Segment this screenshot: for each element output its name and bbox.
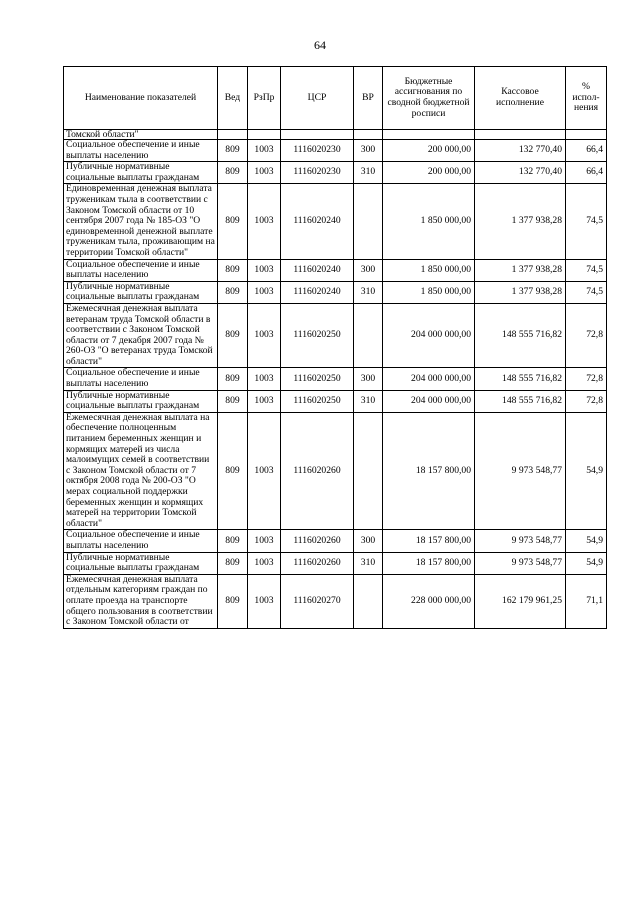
cell-rzpr: 1003 <box>248 281 281 303</box>
cell-budget: 18 157 800,00 <box>383 412 475 530</box>
cell-rzpr <box>248 130 281 140</box>
page-number: 64 <box>314 38 326 52</box>
cell-cash: 148 555 716,82 <box>475 390 566 412</box>
cell-name: Публичные нормативные социальные выплаты гражданам <box>64 281 218 303</box>
cell-rzpr: 1003 <box>248 530 281 552</box>
header-name: Наименование показателей <box>64 67 218 130</box>
cell-vr: 300 <box>354 368 383 390</box>
cell-ved: 809 <box>218 303 248 368</box>
cell-budget: 18 157 800,00 <box>383 530 475 552</box>
header-cash: Кассовое исполнение <box>475 67 566 130</box>
table-row <box>64 140 607 162</box>
cell-rzpr: 1003 <box>248 368 281 390</box>
table-row <box>64 390 607 412</box>
cell-cash <box>475 130 566 140</box>
cell-rzpr: 1003 <box>248 552 281 574</box>
cell-vr <box>354 412 383 530</box>
cell-pct: 66,4 <box>566 140 607 162</box>
cell-rzpr: 1003 <box>248 259 281 281</box>
cell-ved: 809 <box>218 184 248 259</box>
cell-pct: 72,8 <box>566 303 607 368</box>
cell-budget: 200 000,00 <box>383 162 475 184</box>
cell-ved: 809 <box>218 368 248 390</box>
cell-csr: 1116020250 <box>281 303 354 368</box>
cell-pct: 72,8 <box>566 368 607 390</box>
budget-table <box>63 66 607 629</box>
cell-pct: 54,9 <box>566 412 607 530</box>
cell-pct: 74,5 <box>566 259 607 281</box>
cell-budget: 1 850 000,00 <box>383 184 475 259</box>
cell-ved <box>218 130 248 140</box>
cell-vr: 300 <box>354 530 383 552</box>
cell-name: Социальное обеспечение и иные выплаты населению <box>64 530 218 552</box>
cell-csr: 1116020250 <box>281 368 354 390</box>
cell-cash: 9 973 548,77 <box>475 530 566 552</box>
cell-pct: 74,5 <box>566 281 607 303</box>
cell-csr: 1116020230 <box>281 162 354 184</box>
cell-vr <box>354 184 383 259</box>
cell-ved: 809 <box>218 574 248 628</box>
cell-cash: 132 770,40 <box>475 162 566 184</box>
table-row <box>64 130 607 140</box>
cell-csr: 1116020240 <box>281 259 354 281</box>
cell-rzpr: 1003 <box>248 574 281 628</box>
cell-vr <box>354 130 383 140</box>
cell-pct: 54,9 <box>566 530 607 552</box>
cell-cash: 132 770,40 <box>475 140 566 162</box>
cell-ved: 809 <box>218 412 248 530</box>
table-row <box>64 259 607 281</box>
cell-name: Ежемесячная денежная выплата ветеранам труда Томской области в соответствии с Законом Томской области от 7 декабря 2007 года № 260-ОЗ "О ветеранах труда Томской области" <box>64 303 218 368</box>
cell-rzpr: 1003 <box>248 184 281 259</box>
cell-name: Томской области" <box>64 130 218 140</box>
table-row <box>64 184 607 259</box>
cell-name: Социальное обеспечение и иные выплаты населению <box>64 259 218 281</box>
header-csr: ЦСР <box>281 67 354 130</box>
cell-rzpr: 1003 <box>248 412 281 530</box>
header-budget: Бюджетные ассигнования по сводной бюджетной росписи <box>383 67 475 130</box>
header-pct: % испол-нения <box>566 67 607 130</box>
cell-budget: 228 000 000,00 <box>383 574 475 628</box>
cell-name: Публичные нормативные социальные выплаты гражданам <box>64 162 218 184</box>
cell-ved: 809 <box>218 390 248 412</box>
cell-name: Ежемесячная денежная выплата отдельным категориям граждан по оплате проезда на транспорте общего пользования в соответствии с Законом Томской области от <box>64 574 218 628</box>
table-row <box>64 281 607 303</box>
cell-ved: 809 <box>218 530 248 552</box>
cell-csr: 1116020260 <box>281 552 354 574</box>
cell-budget: 204 000 000,00 <box>383 368 475 390</box>
cell-cash: 1 377 938,28 <box>475 281 566 303</box>
cell-csr: 1116020260 <box>281 412 354 530</box>
table-row <box>64 303 607 368</box>
cell-csr: 1116020260 <box>281 530 354 552</box>
cell-cash: 1 377 938,28 <box>475 184 566 259</box>
cell-pct: 74,5 <box>566 184 607 259</box>
table-row <box>64 552 607 574</box>
cell-budget: 204 000 000,00 <box>383 390 475 412</box>
cell-budget: 200 000,00 <box>383 140 475 162</box>
table-row <box>64 368 607 390</box>
cell-name: Социальное обеспечение и иные выплаты населению <box>64 140 218 162</box>
cell-ved: 809 <box>218 162 248 184</box>
cell-vr: 310 <box>354 162 383 184</box>
cell-pct: 66,4 <box>566 162 607 184</box>
cell-csr: 1116020240 <box>281 281 354 303</box>
cell-csr: 1116020230 <box>281 140 354 162</box>
cell-budget <box>383 130 475 140</box>
cell-pct: 72,8 <box>566 390 607 412</box>
cell-cash: 9 973 548,77 <box>475 412 566 530</box>
cell-cash: 148 555 716,82 <box>475 368 566 390</box>
cell-vr: 310 <box>354 552 383 574</box>
cell-vr <box>354 574 383 628</box>
table-body <box>64 130 607 629</box>
cell-vr <box>354 303 383 368</box>
cell-rzpr: 1003 <box>248 140 281 162</box>
cell-pct: 54,9 <box>566 552 607 574</box>
cell-name: Ежемесячная денежная выплата на обеспечение полноценным питанием беременных женщин и кормящих матерей из числа малоимущих семей в соответствии с Законом Томской области от 7 октября 2008 года № 200-ОЗ "О мерах социальной поддержки беременных женщин и кормящих матерей на территории Томской области" <box>64 412 218 530</box>
cell-budget: 1 850 000,00 <box>383 281 475 303</box>
cell-cash: 162 179 961,25 <box>475 574 566 628</box>
cell-vr: 300 <box>354 259 383 281</box>
table-row <box>64 412 607 530</box>
cell-ved: 809 <box>218 140 248 162</box>
cell-pct <box>566 130 607 140</box>
cell-name: Публичные нормативные социальные выплаты гражданам <box>64 552 218 574</box>
table-row <box>64 574 607 628</box>
header-ved: Вед <box>218 67 248 130</box>
cell-rzpr: 1003 <box>248 303 281 368</box>
cell-vr: 310 <box>354 390 383 412</box>
table-row <box>64 162 607 184</box>
cell-csr: 1116020240 <box>281 184 354 259</box>
cell-rzpr: 1003 <box>248 162 281 184</box>
cell-budget: 1 850 000,00 <box>383 259 475 281</box>
table-row <box>64 530 607 552</box>
cell-csr: 1116020270 <box>281 574 354 628</box>
cell-name: Единовременная денежная выплата труженикам тыла в соответствии с Законом Томской области от 10 сентября 2007 года № 185-ОЗ "О единовременной денежной выплате труженикам тыла, проживающим на территории Томской области" <box>64 184 218 259</box>
cell-ved: 809 <box>218 552 248 574</box>
cell-csr <box>281 130 354 140</box>
cell-cash: 1 377 938,28 <box>475 259 566 281</box>
cell-rzpr: 1003 <box>248 390 281 412</box>
cell-budget: 204 000 000,00 <box>383 303 475 368</box>
cell-ved: 809 <box>218 259 248 281</box>
header-vr: ВР <box>354 67 383 130</box>
cell-vr: 300 <box>354 140 383 162</box>
cell-budget: 18 157 800,00 <box>383 552 475 574</box>
cell-name: Социальное обеспечение и иные выплаты населению <box>64 368 218 390</box>
table-header-row <box>64 67 607 130</box>
cell-csr: 1116020250 <box>281 390 354 412</box>
cell-cash: 9 973 548,77 <box>475 552 566 574</box>
cell-ved: 809 <box>218 281 248 303</box>
header-rzpr: РзПр <box>248 67 281 130</box>
cell-vr: 310 <box>354 281 383 303</box>
cell-cash: 148 555 716,82 <box>475 303 566 368</box>
cell-pct: 71,1 <box>566 574 607 628</box>
cell-name: Публичные нормативные социальные выплаты гражданам <box>64 390 218 412</box>
